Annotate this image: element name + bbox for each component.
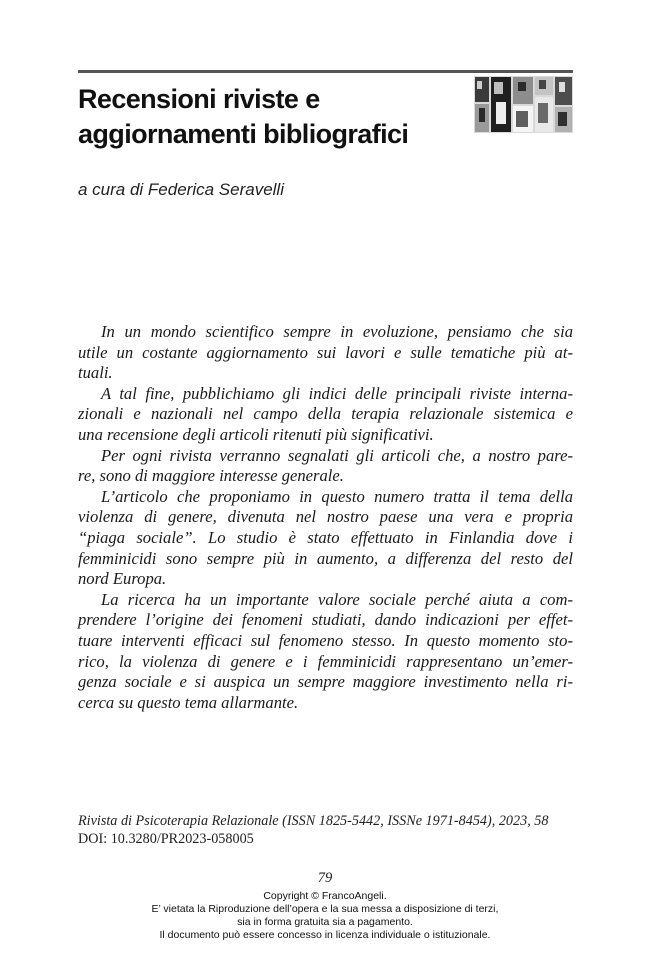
- body-line: zionali e nazionali nel campo della terapia relazionale sistemica e: [78, 404, 573, 424]
- body-line: Per ogni rivista verranno segnalati gli articoli che, a nostro pare-: [101, 445, 573, 465]
- photo-collage-icon: [474, 76, 573, 133]
- doi-reference: DOI: 10.3280/PR2023-058005: [78, 831, 254, 847]
- article-title: [78, 82, 458, 152]
- copyright-line: Copyright © FrancoAngeli.: [263, 890, 387, 902]
- journal-reference: Rivista di Psicoterapia Relazionale (ISSN 1825-5442, ISSNe 1971-8454), 2023, 58: [78, 813, 549, 829]
- body-line: tuare interventi efficaci sul fenomeno stesso. In questo momento sto-: [78, 630, 573, 650]
- body-line: una recensione degli articoli ritenuti più significativi.: [78, 424, 434, 444]
- body-line: A tal fine, pubblichiamo gli indici delle principali riviste interna-: [101, 383, 573, 403]
- body-line: prendere l’origine dei fenomeni studiati, dando indicazioni per effet-: [78, 610, 573, 630]
- body-line: “piaga sociale”. Lo studio è stato effettuato in Finlandia dove i: [78, 527, 573, 547]
- copyright-line: sia in forma gratuita sia a pagamento.: [237, 916, 413, 928]
- body-line: cerca su questo tema allarmante.: [78, 692, 299, 712]
- body-line: utile un costante aggiornamento sui lavori e sulle tematiche più at-: [78, 342, 573, 362]
- body-line: nord Europa.: [78, 569, 167, 589]
- body-line: genza sociale e si auspica un sempre maggiore investimento nella ri-: [78, 672, 573, 692]
- body-line: re, sono di maggiore interesse generale.: [78, 466, 344, 486]
- header-rule: [78, 70, 573, 73]
- body-line: violenza di genere, divenuta nel nostro paese una vera e propria: [78, 507, 573, 527]
- body-line: L’articolo che proponiamo in questo numero tratta il tema della: [101, 486, 573, 506]
- article-body: [78, 322, 573, 713]
- copyright-line: Il documento può essere concesso in licenza individuale o istituzionale.: [159, 929, 491, 941]
- body-line: La ricerca ha un importante valore sociale perché aiuta a com-: [101, 589, 573, 609]
- journal-citation: [78, 812, 573, 848]
- body-line: tuali.: [78, 363, 113, 383]
- title-line-2: aggiornamenti bibliografici: [78, 119, 409, 149]
- body-line: rico, la violenza di genere e i femminicidi rappresentano un’emer-: [78, 651, 573, 671]
- copyright-notice: [0, 890, 650, 942]
- copyright-line: E’ vietata la Riproduzione dell’opera e la sua messa a disposizione di terzi,: [151, 903, 499, 915]
- page-number: 79: [317, 870, 333, 886]
- title-line-1: Recensioni riviste e: [78, 84, 320, 114]
- author-line: a cura di Federica Seravelli: [78, 180, 284, 199]
- body-line: In un mondo scientifico sempre in evoluzione, pensiamo che sia: [101, 322, 573, 341]
- body-line: femminicidi sono sempre più in aumento, a differenza del resto del: [78, 548, 573, 568]
